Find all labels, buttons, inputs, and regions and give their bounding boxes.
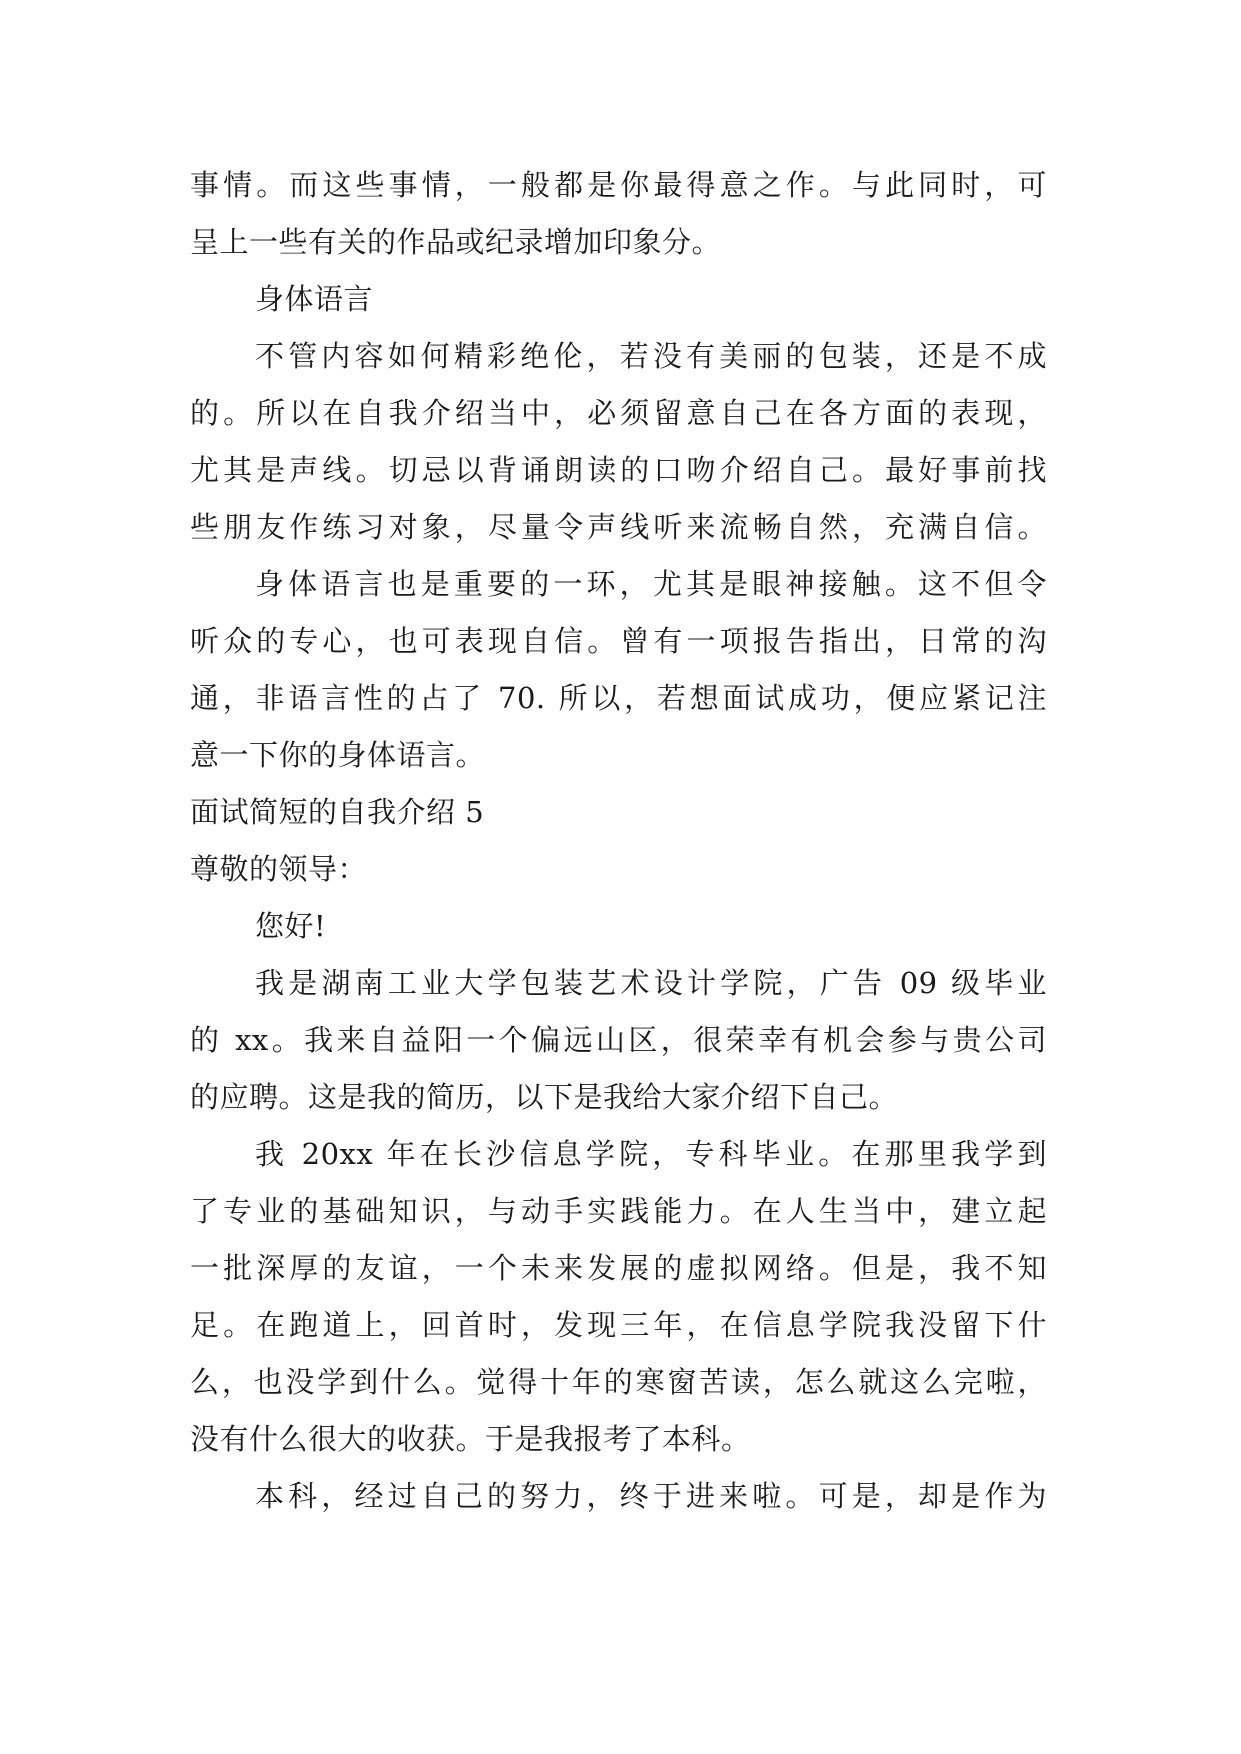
greeting: 您好! — [255, 909, 327, 943]
paragraph-line: 么，也没学到什么。觉得十年的寒窗苦读，怎么就这么完啦， — [190, 1365, 1047, 1399]
paragraph-line: 的 xx。我来自益阳一个偏远山区，很荣幸有机会参与贵公司 — [190, 1023, 1047, 1057]
paragraph-line: 我 20xx 年在长沙信息学院，专科毕业。在那里我学到 — [255, 1137, 1047, 1171]
paragraph-line: 意一下你的身体语言。 — [190, 738, 486, 772]
paragraph-line: 了专业的基础知识，与动手实践能力。在人生当中，建立起 — [190, 1194, 1047, 1228]
paragraph-line: 听众的专心，也可表现自信。曾有一项报告指出，日常的沟 — [190, 624, 1047, 658]
paragraph-line: 足。在跑道上，回首时，发现三年，在信息学院我没留下什 — [190, 1308, 1047, 1342]
paragraph-line: 身体语言也是重要的一环，尤其是眼神接触。这不但令 — [255, 567, 1047, 601]
paragraph-line: 尤其是声线。切忌以背诵朗读的口吻介绍自己。最好事前找 — [190, 453, 1047, 487]
paragraph-line: 些朋友作练习对象，尽量令声线听来流畅自然，充满自信。 — [190, 510, 1047, 544]
paragraph-line: 的。所以在自我介绍当中，必须留意自己在各方面的表现， — [190, 396, 1047, 430]
paragraph-line: 一批深厚的友谊，一个未来发展的虚拟网络。但是，我不知 — [190, 1251, 1047, 1285]
salutation: 尊敬的领导： — [190, 852, 368, 886]
section-heading: 身体语言 — [255, 282, 374, 316]
paragraph-line: 通，非语言性的占了 70. 所以，若想面试成功，便应紧记注 — [190, 681, 1047, 715]
paragraph-line: 我是湖南工业大学包装艺术设计学院，广告 09 级毕业 — [255, 966, 1047, 1000]
paragraph-line: 没有什么很大的收获。于是我报考了本科。 — [190, 1422, 751, 1456]
paragraph-line: 本科，经过自己的努力，终于进来啦。可是，却是作为 — [255, 1479, 1047, 1513]
paragraph-line: 事情。而这些事情，一般都是你最得意之作。与此同时，可 — [190, 168, 1047, 202]
paragraph-line: 的应聘。这是我的简历，以下是我给大家介绍下自己。 — [190, 1080, 899, 1114]
section-title: 面试简短的自我介绍 5 — [190, 795, 485, 829]
paragraph-line: 不管内容如何精彩绝伦，若没有美丽的包装，还是不成 — [255, 339, 1047, 373]
paragraph-line: 呈上一些有关的作品或纪录增加印象分。 — [190, 225, 722, 259]
